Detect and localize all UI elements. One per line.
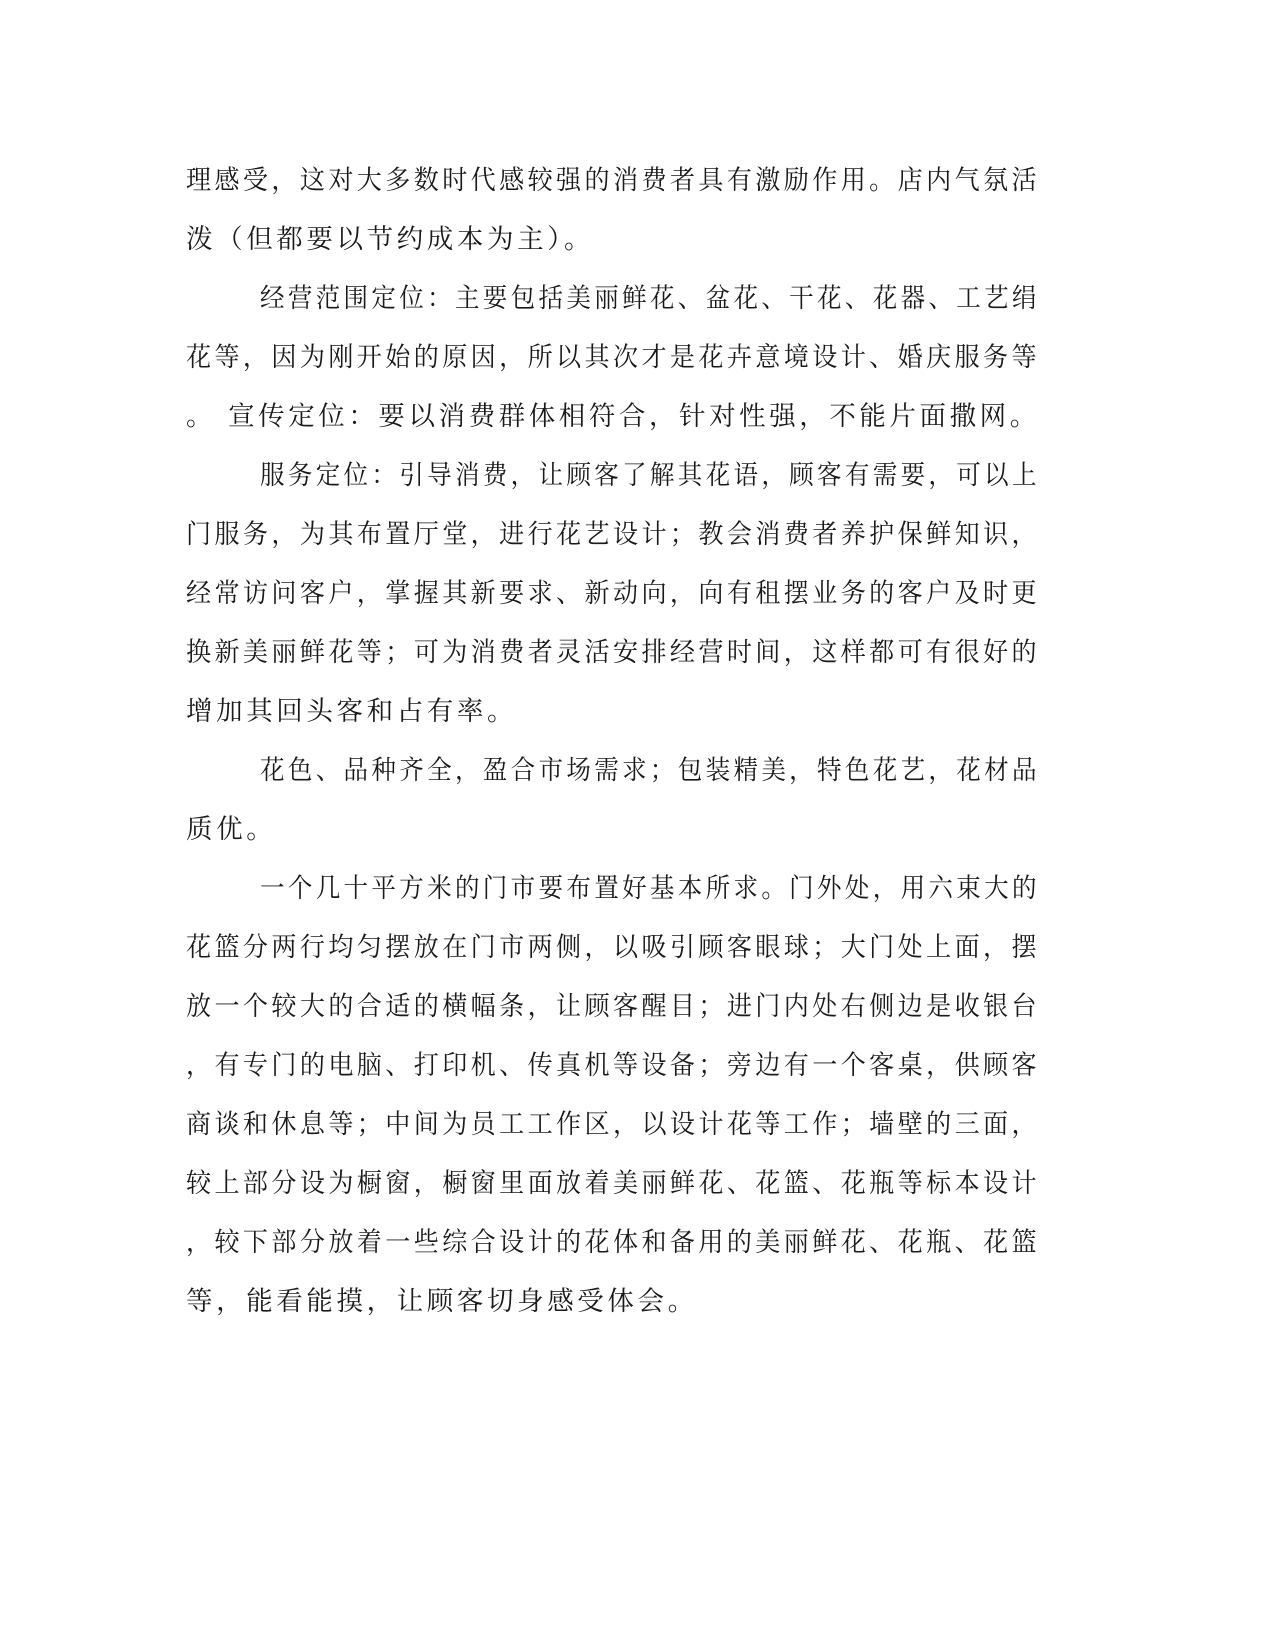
- text-line: 。 宣传定位：要以消费群体相符合，针对性强，不能片面撒网。: [186, 401, 1040, 432]
- text-line: 泼（但都要以节约成本为主）。: [186, 224, 595, 255]
- text-line: 质优。: [186, 814, 277, 845]
- paragraph-first-line: 一个几十平方米的门市要布置好基本所求。门外处，用六束大的: [260, 873, 1040, 904]
- text-line: 增加其回头客和占有率。: [186, 696, 518, 727]
- paragraph-first-line: 经营范围定位：主要包括美丽鲜花、盆花、干花、花器、工艺绢: [260, 283, 1040, 314]
- text-line: 理感受，这对大多数时代感较强的消费者具有激励作用。店内气氛活: [186, 165, 1040, 196]
- text-line: 放一个较大的合适的横幅条，让顾客醒目；进门内处右侧边是收银台: [186, 991, 1040, 1022]
- text-line: 等，能看能摸，让顾客切身感受体会。: [186, 1286, 698, 1317]
- text-line: 花等，因为刚开始的原因，所以其次才是花卉意境设计、婚庆服务等: [186, 342, 1040, 373]
- text-line: ，有专门的电脑、打印机、传真机等设备；旁边有一个客桌，供顾客: [186, 1050, 1040, 1081]
- text-line: 商谈和休息等；中间为员工工作区，以设计花等工作；墙壁的三面，: [186, 1109, 1040, 1140]
- text-line: 花篮分两行均匀摆放在门市两侧，以吸引顾客眼球；大门处上面，摆: [186, 932, 1040, 963]
- text-line: 较上部分设为橱窗，橱窗里面放着美丽鲜花、花篮、花瓶等标本设计: [186, 1168, 1040, 1199]
- text-line: 门服务，为其布置厅堂，进行花艺设计；教会消费者养护保鲜知识，: [186, 519, 1040, 550]
- paragraph-first-line: 花色、品种齐全，盈合市场需求；包装精美，特色花艺，花材品: [260, 755, 1040, 786]
- text-line: 换新美丽鲜花等；可为消费者灵活安排经营时间，这样都可有很好的: [186, 637, 1040, 668]
- text-line: ，较下部分放着一些综合设计的花体和备用的美丽鲜花、花瓶、花篮: [186, 1227, 1040, 1258]
- text-line: 经常访问客户，掌握其新要求、新动向，向有租摆业务的客户及时更: [186, 578, 1040, 609]
- paragraph-first-line: 服务定位：引导消费，让顾客了解其花语，顾客有需要，可以上: [260, 460, 1040, 491]
